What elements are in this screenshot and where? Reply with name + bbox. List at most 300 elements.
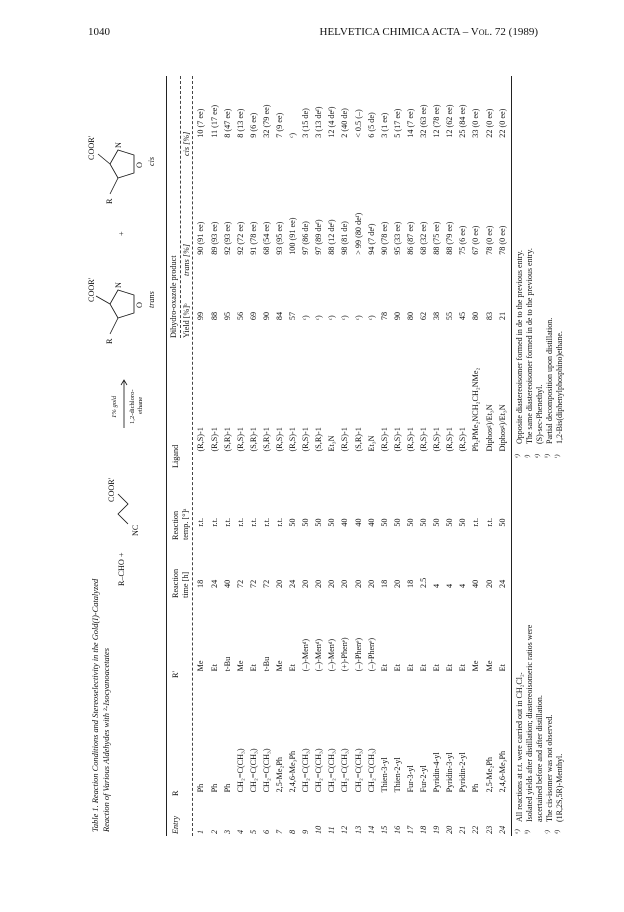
yield-cell: 57 — [288, 311, 298, 321]
time-cell: 24 — [209, 579, 219, 588]
table-row — [274, 76, 287, 836]
cis-r-label: R — [105, 198, 114, 204]
footnote-f-mark: ᶠ) — [524, 454, 531, 458]
trans-cell: 94 (7 deᶠ) — [366, 223, 376, 255]
scheme-aldehyde: R–CHO + — [117, 552, 126, 586]
trans-cell: 75 (6 ee) — [458, 225, 468, 255]
temp-cell: 50 — [445, 518, 455, 527]
trans-cell: 91 (78 ee) — [248, 221, 258, 255]
entry-cell: 4 — [235, 829, 245, 834]
col-entry: Entry — [171, 815, 180, 834]
time-cell: 18 — [379, 579, 389, 588]
table-row — [365, 76, 378, 836]
r-cell: Ph — [222, 783, 232, 793]
entry-cell: 14 — [366, 825, 376, 834]
cis-cell: 10 (7 ee) — [196, 108, 206, 138]
time-cell: 20 — [392, 579, 402, 588]
ligand-cell: (R,S)-1 — [445, 427, 455, 452]
ligand-cell: (R,S)-1 — [288, 427, 298, 452]
footnote-e-mark: ᵉ) — [514, 454, 521, 458]
col-time-2: time [h] — [181, 571, 190, 598]
yield-cell: 38 — [432, 311, 442, 321]
trans-r-label: R — [105, 338, 114, 344]
r-prime-cell: Et — [248, 664, 258, 672]
ligand-cell: (R,S)-1 — [275, 427, 284, 452]
cis-cell: 33 (0 ee) — [471, 108, 481, 138]
yield-cell: ᶜ) — [314, 315, 324, 321]
table-row — [300, 76, 313, 836]
trans-cell: 88 (12 deᶠ) — [327, 219, 337, 255]
time-cell: 72 — [261, 579, 271, 588]
cis-cell: 22 (0 ee) — [484, 108, 494, 138]
entry-cell: 22 — [471, 825, 481, 834]
r-prime-cell: (–)-Phenᵉ) — [366, 637, 376, 672]
entry-cell: 21 — [458, 825, 468, 834]
table-row — [326, 76, 339, 836]
cis-cell: 14 (7 ee) — [405, 108, 415, 138]
yield-cell: ᶜ) — [366, 315, 376, 321]
scheme-plus: + — [117, 231, 126, 236]
r-prime-cell: Et — [497, 664, 507, 672]
r-cell: CH₂=C(CH₃) — [248, 748, 258, 793]
entry-cell: 6 — [261, 829, 271, 834]
yield-cell: 95 — [222, 311, 232, 321]
trans-cell: 88 (79 ee) — [445, 221, 455, 255]
cis-cell: ᶜ) — [288, 132, 298, 138]
trans-cell: 78 (0 ee) — [497, 225, 507, 255]
r-cell: Ph — [471, 783, 481, 793]
temp-cell: 50 — [379, 518, 389, 527]
entry-cell: 9 — [301, 829, 311, 834]
footnote-g: (S)-sec-Phenethyl. — [535, 384, 544, 444]
cis-cell: 8 (13 ee) — [235, 108, 245, 138]
ligand-cell: Diphosᵍ)/Et₃N — [484, 404, 494, 452]
time-cell: 40 — [471, 579, 481, 588]
table-row — [247, 76, 260, 836]
trans-label: trans — [147, 291, 156, 308]
scheme-isocyano-label: NC — [131, 524, 140, 536]
trans-cell: 90 (78 ee) — [379, 221, 389, 255]
yield-cell: 83 — [484, 311, 494, 321]
scheme-ester-left: COOR' — [107, 477, 116, 502]
cis-cell: 2 (40 de) — [340, 108, 350, 138]
entry-cell: 20 — [445, 825, 455, 834]
trans-ester-bond — [96, 296, 110, 304]
arrow-solvent-label-2: ethane — [137, 396, 144, 414]
r-cell: CH₂=C(CH₃) — [301, 748, 311, 793]
trans-cell: 89 (93 ee) — [209, 221, 219, 255]
cis-cell: 3 (13 deᶠ) — [314, 106, 324, 138]
cis-label: cis — [147, 156, 156, 166]
temp-cell: r.t. — [471, 517, 481, 527]
r-prime-cell: Et — [445, 664, 455, 672]
trans-oxazoline-ring — [110, 290, 134, 318]
r-cell: CH₂=C(CH₃) — [366, 748, 376, 793]
trans-cell: 67 (0 ee) — [471, 225, 481, 255]
r-prime-cell: Et — [432, 664, 442, 672]
table-caption-line-2: Reaction of Various Aldehydes with ²-Isocyanoacetates — [102, 647, 111, 832]
cis-cell: 32 (79 ee) — [261, 104, 271, 138]
footnote-d-mark: ᵈ) — [554, 829, 561, 834]
trans-cell: 92 (93 ee) — [222, 221, 232, 255]
temp-cell: 50 — [419, 518, 429, 527]
ligand-cell: (S,R)-1 — [353, 427, 363, 452]
r-prime-cell: Et — [458, 664, 468, 672]
ligand-cell: (S,R)-1 — [222, 427, 232, 452]
footnote-f: The same diastereoisomer formed in de to the previous entry. — [525, 248, 534, 444]
trans-cell: 92 (72 ee) — [235, 221, 245, 255]
arrow-catalyst-label: 1% gold — [111, 395, 118, 418]
r-prime-cell: (–)-Menᵈ) — [301, 638, 311, 672]
ligand-cell: Ph₂PMe₂NCH₂CH₂NMe₂ — [471, 367, 481, 452]
ligand-cell: (R,S)-1 — [235, 427, 245, 452]
col-ligand: Ligand — [171, 444, 180, 468]
table-row — [457, 76, 470, 836]
table-row — [405, 76, 418, 836]
entry-cell: 2 — [209, 829, 219, 834]
time-cell: 20 — [366, 579, 376, 588]
r-prime-cell: Et — [288, 664, 298, 672]
yield-cell: 88 — [209, 311, 219, 321]
time-cell: 20 — [301, 579, 311, 588]
table-caption-line-1: Table 1. Reaction Conditions and Stereoselectivity in the Gold(I)-Catalyzed — [91, 578, 100, 832]
entry-cell: 23 — [484, 825, 494, 834]
time-cell: 72 — [248, 579, 258, 588]
ligand-cell: (R,S)-1 — [392, 427, 402, 452]
trans-cell: 86 (87 ee) — [405, 221, 415, 255]
col-cis: cis [%] — [182, 131, 191, 156]
entry-cell: 10 — [314, 825, 324, 834]
r-cell: CH₂=C(CH₃) — [327, 748, 337, 793]
time-cell: 20 — [327, 579, 337, 588]
ligand-cell: (R,S)-1 — [340, 427, 350, 452]
footnote-b-line-1: Isolated yields after distillation; diastereoisomeric ratios were — [525, 624, 534, 822]
trans-cell: 68 (32 ee) — [419, 221, 429, 255]
entry-cell: 24 — [497, 825, 507, 834]
ligand-cell: (S,R)-1 — [248, 427, 258, 452]
cis-cell: 5 (17 ee) — [392, 108, 402, 138]
entry-cell: 18 — [419, 825, 429, 834]
footnote-i: 1,2-Bis(diphenylphosphino)ethane. — [555, 331, 564, 444]
table-row — [418, 76, 431, 836]
temp-cell: 50 — [301, 518, 311, 527]
r-prime-cell: Me — [275, 660, 284, 672]
trans-cell: 90 (91 ee) — [196, 221, 206, 255]
trans-cell: 97 (89 deᶠ) — [314, 219, 324, 255]
cis-cell: 32 (63 ee) — [419, 104, 429, 138]
yield-cell: 84 — [275, 311, 284, 321]
trans-cell: 100 (91 ee) — [288, 217, 298, 255]
yield-cell: ᶜ) — [353, 315, 363, 321]
time-cell: 20 — [314, 579, 324, 588]
time-cell: 20 — [275, 579, 284, 588]
cis-n-label: N — [114, 142, 123, 148]
ligand-cell: Et₃N — [327, 435, 337, 452]
time-cell: 2.5 — [419, 577, 429, 588]
time-cell: 20 — [484, 579, 494, 588]
trans-cell: 78 (0 ee) — [484, 225, 494, 255]
time-cell: 4 — [432, 583, 442, 588]
r-cell: Pyridin-3-yl — [445, 752, 455, 793]
yield-cell: ᶜ) — [340, 315, 350, 321]
temp-cell: 50 — [288, 518, 298, 527]
footnote-e: Opposite diastereoisomer formed in de to the previous entry. — [515, 250, 524, 444]
table-row — [431, 76, 444, 836]
product-group-rule — [180, 76, 181, 338]
entry-cell: 19 — [432, 825, 442, 834]
header-bottom-rule — [192, 76, 193, 836]
yield-cell: 90 — [392, 311, 402, 321]
time-cell: 18 — [196, 579, 206, 588]
ligand-cell: (S,R)-1 — [314, 427, 324, 452]
temp-cell: 40 — [366, 518, 376, 527]
r-cell: CH₂=C(CH₃) — [314, 748, 324, 793]
r-cell: 2,5-Me₂Ph — [484, 757, 494, 793]
temp-cell: 50 — [458, 518, 468, 527]
ligand-cell: (R,S)-1 — [405, 427, 415, 452]
r-prime-cell: Et — [209, 664, 219, 672]
r-prime-cell: Et — [392, 664, 402, 672]
footnote-h-mark: ʰ) — [544, 453, 551, 458]
yield-cell: 78 — [379, 311, 389, 321]
temp-cell: r.t. — [484, 517, 494, 527]
ligand-cell: (R,S)-1 — [432, 427, 442, 452]
cis-r-bond — [110, 178, 118, 194]
temp-cell: r.t. — [235, 517, 245, 527]
r-prime-cell: Me — [484, 660, 494, 672]
cis-oxazoline-ring — [110, 150, 134, 178]
trans-o-label: O — [135, 302, 144, 308]
cis-o-label: O — [135, 162, 144, 168]
cis-cell: 8 (47 ee) — [222, 108, 232, 138]
r-prime-cell: Et — [405, 664, 415, 672]
cis-cell: 6 (5 de) — [366, 112, 376, 138]
table-row — [287, 76, 300, 836]
temp-cell: 50 — [432, 518, 442, 527]
footnote-h: Partial decomposition upon distillation. — [545, 317, 554, 444]
arrow-solvent-label-1: 1,2-dichloro- — [129, 389, 136, 424]
table-row — [378, 76, 391, 836]
r-cell: 2,4,6-Me₃Ph — [497, 750, 507, 793]
trans-r-bond — [110, 318, 118, 334]
cis-cell: 7 (9 ee) — [275, 112, 284, 138]
r-prime-cell: Me — [471, 660, 481, 672]
r-cell: 2,4,6-Me₃Ph — [288, 750, 298, 793]
time-cell: 4 — [445, 583, 455, 588]
cis-cell: 22 (0 ee) — [497, 108, 507, 138]
footnote-c: The cis-isomer was not observed. — [545, 714, 554, 822]
yield-cell: ᶜ) — [327, 315, 337, 321]
cis-cell: 25 (84 ee) — [458, 104, 468, 138]
temp-cell: 50 — [497, 518, 507, 527]
footnote-a-mark: ᵃ) — [514, 829, 521, 834]
yield-cell: ᶜ) — [301, 315, 311, 321]
table-row — [195, 76, 208, 836]
temp-cell: r.t. — [209, 517, 219, 527]
table-row — [483, 76, 496, 836]
yield-cell: 62 — [419, 311, 429, 321]
table-row — [313, 76, 326, 836]
yield-cell: 80 — [405, 311, 415, 321]
cis-cell: 3 (1 ee) — [379, 112, 389, 138]
entry-cell: 17 — [405, 825, 415, 834]
table-row — [339, 76, 352, 836]
temp-cell: r.t. — [222, 517, 232, 527]
temp-cell: r.t. — [248, 517, 258, 527]
time-cell: 40 — [222, 579, 232, 588]
footnote-c-mark: ᶜ) — [544, 830, 551, 834]
col-temp-1: Reaction — [171, 510, 180, 540]
entry-cell: 1 — [196, 829, 206, 834]
footnote-d: (1R,2S,5R)-Menthyl. — [555, 753, 564, 822]
time-cell: 20 — [353, 579, 363, 588]
r-prime-cell: (–)-Phenᵉ) — [353, 637, 363, 672]
table-row — [234, 76, 247, 836]
r-prime-cell: Et — [379, 664, 389, 672]
entry-cell: 15 — [379, 825, 389, 834]
trans-cell: 95 (33 ee) — [392, 221, 402, 255]
trans-cell: > 99 (80 deᶠ) — [353, 212, 363, 255]
table-row — [470, 76, 483, 836]
entry-cell: 13 — [353, 825, 363, 834]
col-yield: Yield [%]ᵇ — [182, 303, 191, 338]
time-cell: 20 — [340, 579, 350, 588]
ligand-cell: (R,S)-1 — [379, 427, 389, 452]
footnote-b-line-2: ascertained before and after distillation. — [535, 695, 544, 822]
reaction-scheme — [88, 86, 164, 586]
cis-cell: 3 (15 de) — [301, 108, 311, 138]
footnote-a: All reactions at r.t. were carried out in CH₂Cl₂. — [515, 672, 524, 822]
table-bottom-rule — [511, 76, 512, 836]
table-row — [208, 76, 221, 836]
r-cell: CH₂=C(CH₃) — [353, 748, 363, 793]
r-cell: CH₂=C(CH₃) — [235, 748, 245, 793]
trans-cell: 88 (75 ee) — [432, 221, 442, 255]
entry-cell: 8 — [288, 829, 298, 834]
yield-cell: 90 — [261, 311, 271, 321]
ligand-cell: (R,S)-1 — [458, 427, 468, 452]
temp-cell: 50 — [327, 518, 337, 527]
r-prime-cell: Me — [196, 660, 206, 672]
r-prime-cell: (+)-Phenᵉ) — [340, 637, 350, 672]
r-cell: CH₂=C(CH₃) — [340, 748, 350, 793]
page-number: 1040 — [88, 26, 110, 38]
time-cell: 18 — [405, 579, 415, 588]
isocyanoacetate-chain — [118, 494, 128, 524]
trans-ester-label: COOR' — [87, 277, 96, 302]
table-row — [391, 76, 404, 836]
time-cell: 4 — [458, 583, 468, 588]
entry-cell: 5 — [248, 829, 258, 834]
col-r: R — [171, 790, 180, 796]
table-row — [260, 76, 273, 836]
r-cell: Fur-2-yl — [419, 765, 429, 793]
r-prime-cell: (–)-Menᵈ) — [314, 638, 324, 672]
r-cell: Thien-3-yl — [379, 757, 389, 793]
r-cell: Ph — [209, 783, 219, 793]
temp-cell: 50 — [314, 518, 324, 527]
running-header: HELVETICA CHIMICA ACTA – Vol. 72 (1989) — [319, 26, 538, 38]
rotated-table-sheet — [87, 76, 564, 836]
cis-cell: 12 (78 ee) — [432, 104, 442, 138]
r-cell: Thien-2-yl — [392, 757, 402, 793]
time-cell: 24 — [497, 579, 507, 588]
cis-cell: 12 (4 deᶠ) — [327, 106, 337, 138]
col-product-group: Dihydro-oxazole product — [169, 255, 178, 338]
r-prime-cell: t-Bu — [261, 656, 271, 672]
yield-cell: 69 — [248, 311, 258, 321]
yield-cell: 56 — [235, 311, 245, 321]
yield-cell: 80 — [471, 311, 481, 321]
table-top-rule — [166, 76, 167, 836]
temp-cell: r.t. — [275, 517, 284, 527]
entry-cell: 3 — [222, 829, 232, 834]
entry-cell: 11 — [327, 826, 337, 834]
ligand-cell: Et₃N — [366, 435, 376, 452]
ligand-cell: (R,S)-1 — [209, 427, 219, 452]
results-table — [195, 76, 509, 836]
yield-cell: 45 — [458, 311, 468, 321]
temp-cell: 50 — [405, 518, 415, 527]
trans-n-label: N — [114, 282, 123, 288]
trans-cell: 98 (81 de) — [340, 221, 350, 255]
r-prime-cell: Me — [235, 660, 245, 672]
yield-cell: 55 — [445, 311, 455, 321]
temp-cell: 40 — [353, 518, 363, 527]
footnote-i-mark: ⁱ) — [554, 454, 561, 458]
time-cell: 24 — [288, 579, 298, 588]
trans-cell: 97 (86 de) — [301, 221, 311, 255]
r-cell: Pyridin-2-yl — [458, 752, 468, 793]
entry-cell: 16 — [392, 825, 402, 834]
col-temp-2: temp. [°]ᵃ — [181, 508, 190, 540]
r-prime-cell: t-Bu — [222, 656, 232, 672]
cis-ester-label: COOR' — [87, 135, 96, 160]
trans-cell: 68 (54 ee) — [261, 221, 271, 255]
trans-cell: 93 (95 ee) — [275, 221, 284, 255]
r-cell: Ph — [196, 783, 206, 793]
r-cell: Pyridin-4-yl — [432, 752, 442, 793]
footnote-b-mark: ᵇ) — [524, 830, 531, 834]
cis-cell: < 0.5 (–) — [353, 109, 363, 138]
r-cell: Fur-3-yl — [405, 765, 415, 793]
yield-cell: 99 — [196, 311, 206, 321]
r-prime-cell: (–)-Menᵈ) — [327, 638, 337, 672]
table-row — [352, 76, 365, 836]
ligand-cell: (R,S)-1 — [196, 427, 206, 452]
ligand-cell: (R,S)-1 — [419, 427, 429, 452]
col-time-1: Reaction — [171, 568, 180, 598]
entry-cell: 12 — [340, 825, 350, 834]
ligand-cell: (S,R)-1 — [261, 427, 271, 452]
r-cell: 2,5-Me₂Ph — [275, 757, 284, 793]
col-trans: trans [%] — [182, 243, 191, 276]
entry-cell: 7 — [275, 829, 284, 834]
r-prime-cell: Et — [419, 664, 429, 672]
yield-cell: 21 — [497, 311, 507, 321]
table-row — [444, 76, 457, 836]
cis-cell: 12 (62 ee) — [445, 104, 455, 138]
temp-cell: 40 — [340, 518, 350, 527]
r-cell: CH₂=C(CH₃) — [261, 748, 271, 793]
temp-cell: r.t. — [261, 517, 271, 527]
footnote-g-mark: ᵍ) — [534, 453, 541, 458]
temp-cell: 50 — [392, 518, 402, 527]
ligand-cell: (R,S)-1 — [301, 427, 311, 452]
ligand-cell: Diphosᵍ)/Et₃N — [497, 404, 507, 452]
temp-cell: r.t. — [196, 517, 206, 527]
table-row — [221, 76, 234, 836]
